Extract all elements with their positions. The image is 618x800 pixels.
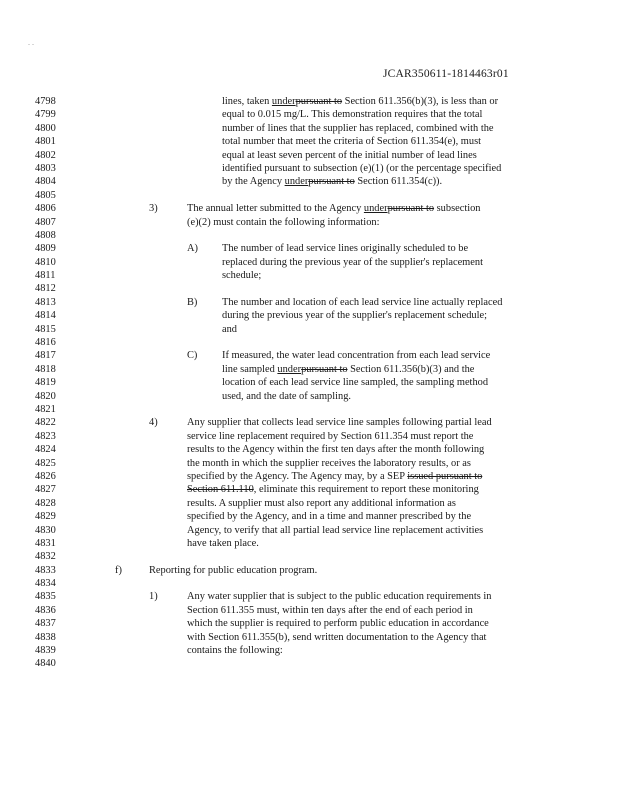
scan-specks: . . — [28, 38, 34, 47]
line-text — [187, 457, 471, 470]
document-line — [0, 376, 618, 389]
line-number: 4820 — [35, 390, 56, 402]
document-line — [0, 416, 618, 429]
line-text — [222, 135, 481, 148]
document-line — [0, 349, 618, 362]
line-number: 4836 — [35, 604, 56, 616]
text-run: If measured, the water lead concentration from each lead service — [222, 350, 491, 362]
line-text — [187, 537, 259, 550]
line-text — [222, 108, 482, 121]
text-run: Reporting for public education program. — [149, 564, 318, 576]
line-number: 4804 — [35, 176, 56, 188]
line-number: 4802 — [35, 149, 56, 161]
document-line — [0, 95, 618, 108]
text-run: subsection — [434, 203, 481, 215]
line-number: 4809 — [35, 243, 56, 255]
line-text — [187, 604, 473, 617]
line-text — [187, 430, 473, 443]
line-number: 4805 — [35, 189, 56, 201]
line-number: 4807 — [35, 216, 56, 228]
line-text — [187, 617, 489, 630]
line-text — [222, 376, 488, 389]
line-number: 4812 — [35, 283, 56, 295]
text-run: equal to 0.015 mg/L. This demonstration requires that the total — [222, 109, 483, 121]
line-text — [187, 443, 484, 456]
inserted-text: under — [277, 363, 302, 375]
line-text — [222, 122, 494, 135]
text-run: replaced during the previous year of the supplier's replacement — [222, 256, 483, 268]
document-line — [0, 323, 618, 336]
line-number: 4840 — [35, 658, 56, 670]
document-line — [0, 390, 618, 403]
document-line — [0, 403, 618, 416]
text-run: equal at least seven percent of the initial number of lead lines — [222, 149, 477, 161]
text-run: Section 611.355 must, within ten days after the end of each period in — [187, 604, 473, 616]
line-text — [222, 296, 502, 309]
document-line — [0, 175, 618, 188]
line-number: 4831 — [35, 537, 56, 549]
document-line — [0, 269, 618, 282]
document-line — [0, 524, 618, 537]
document-line — [0, 242, 618, 255]
text-run: identified pursuant to subsection (e)(1) (or the percentage specified — [222, 162, 502, 174]
document-line — [0, 336, 618, 349]
document-line — [0, 577, 618, 590]
line-text — [222, 242, 468, 255]
deleted-text: issued pursuant to — [407, 470, 483, 482]
line-text — [187, 590, 491, 603]
document-line — [0, 309, 618, 322]
text-run: Any supplier that collects lead service line samples following partial lead — [187, 417, 492, 429]
line-number: 4822 — [35, 417, 56, 429]
line-number: 4834 — [35, 578, 56, 590]
text-run: location of each lead service line sampled, the sampling method — [222, 377, 489, 389]
text-run: during the previous year of the supplier's replacement schedule; — [222, 310, 488, 322]
text-run: The number of lead service lines originally scheduled to be — [222, 243, 469, 255]
document-line — [0, 510, 618, 523]
document-line — [0, 122, 618, 135]
text-run: with Section 611.355(b), send written documentation to the Agency that — [187, 631, 487, 643]
list-marker: C) — [187, 350, 198, 362]
document-line — [0, 430, 618, 443]
text-run: (e)(2) must contain the following information: — [187, 216, 380, 228]
line-text — [222, 256, 483, 269]
line-number: 4838 — [35, 631, 56, 643]
line-text — [187, 470, 482, 483]
line-text — [222, 162, 501, 175]
text-run: service line replacement required by Section 611.354 must report the — [187, 430, 474, 442]
line-text — [187, 483, 479, 496]
text-run: which the supplier is required to perform public education in accordance — [187, 618, 489, 630]
deleted-text: pursuant to — [308, 176, 355, 188]
line-text — [222, 309, 487, 322]
text-run: schedule; — [222, 270, 262, 282]
numbered-lines — [0, 95, 618, 671]
line-text — [222, 149, 477, 162]
line-text — [187, 416, 492, 429]
text-run: total number that meet the criteria of Section 611.354(e), must — [222, 136, 482, 148]
line-text — [187, 644, 283, 657]
document-line — [0, 256, 618, 269]
line-text — [187, 216, 379, 229]
document-line — [0, 617, 618, 630]
text-run: results. A supplier must also report any additional information as — [187, 497, 456, 509]
line-number: 4832 — [35, 551, 56, 563]
document-line — [0, 564, 618, 577]
line-text — [222, 349, 490, 362]
line-number: 4808 — [35, 229, 56, 241]
line-text — [222, 363, 474, 376]
document-line — [0, 108, 618, 121]
document-line — [0, 229, 618, 242]
line-number: 4826 — [35, 470, 56, 482]
list-marker: B) — [187, 296, 198, 308]
document-id-header: JCAR350611-1814463r01 — [383, 68, 509, 80]
deleted-text: pursuant to — [387, 203, 435, 215]
text-run: results to the Agency within the first ten days after the month following — [187, 444, 485, 456]
text-run: contains the following: — [187, 645, 283, 657]
text-run: by the Agency — [222, 176, 285, 188]
text-run: The annual letter submitted to the Agency — [187, 203, 364, 215]
line-number: 4799 — [35, 109, 56, 121]
text-run: Section 611.356(b)(3) and the — [347, 363, 475, 375]
line-text — [187, 202, 481, 215]
document-line — [0, 457, 618, 470]
line-text — [222, 323, 237, 336]
document-line — [0, 631, 618, 644]
document-line — [0, 604, 618, 617]
text-run: specified by the Agency, and in a time and manner prescribed by the — [187, 511, 472, 523]
inserted-text: under — [271, 96, 296, 107]
line-text — [149, 564, 317, 577]
line-text — [222, 175, 442, 188]
document-line — [0, 296, 618, 309]
line-number: 4803 — [35, 162, 56, 174]
line-number: 4815 — [35, 323, 56, 335]
inserted-text: under — [284, 176, 309, 188]
document-line — [0, 497, 618, 510]
document-line — [0, 149, 618, 162]
line-text — [187, 510, 471, 523]
text-run: Section 611.354(c)). — [354, 176, 443, 188]
document-line — [0, 537, 618, 550]
document-line — [0, 550, 618, 563]
text-run: Any water supplier that is subject to the public education requirements in — [187, 591, 492, 603]
deleted-text: Section 611.110 — [187, 484, 254, 496]
deleted-text: pursuant to — [301, 363, 348, 375]
document-line — [0, 470, 618, 483]
text-run: The number and location of each lead service line actually replaced — [222, 296, 503, 308]
text-run: lines, taken — [222, 96, 272, 107]
line-number: 4828 — [35, 497, 56, 509]
document-line — [0, 363, 618, 376]
list-marker: A) — [187, 243, 198, 255]
line-number: 4814 — [35, 310, 56, 322]
line-number: 4816 — [35, 337, 56, 349]
document-line — [0, 282, 618, 295]
line-number: 4825 — [35, 457, 56, 469]
line-number: 4824 — [35, 444, 56, 456]
text-run: Section 611.356(b)(3), is less than or — [342, 96, 499, 107]
list-marker: 3) — [149, 203, 158, 215]
line-number: 4821 — [35, 403, 56, 415]
line-number: 4829 — [35, 511, 56, 523]
line-number: 4839 — [35, 645, 56, 657]
document-line — [0, 657, 618, 670]
list-marker: 4) — [149, 417, 158, 429]
line-number: 4823 — [35, 430, 56, 442]
document-line — [0, 189, 618, 202]
line-number: 4837 — [35, 618, 56, 630]
line-number: 4830 — [35, 524, 56, 536]
text-run: line sampled — [222, 363, 278, 375]
list-marker: 1) — [149, 591, 158, 603]
line-number: 4798 — [35, 96, 56, 107]
list-marker: f) — [115, 564, 122, 576]
text-run: specified by the Agency. The Agency may, by a SEP — [187, 470, 408, 482]
line-number: 4806 — [35, 203, 56, 215]
line-number: 4833 — [35, 564, 56, 576]
line-number: 4800 — [35, 122, 56, 134]
line-number: 4818 — [35, 363, 56, 375]
text-run: number of lines that the supplier has replaced, combined with the — [222, 122, 494, 134]
document-line — [0, 162, 618, 175]
document-line — [0, 202, 618, 215]
document-line — [0, 644, 618, 657]
document-line — [0, 483, 618, 496]
line-number: 4811 — [35, 270, 56, 282]
line-number: 4827 — [35, 484, 56, 496]
document-line — [0, 590, 618, 603]
line-text — [187, 524, 483, 537]
document-line — [0, 443, 618, 456]
deleted-text: pursuant to — [295, 96, 343, 107]
text-run: Agency, to verify that all partial lead service line replacement activities — [187, 524, 484, 536]
text-run: , eliminate this requirement to report these monitoring — [253, 484, 479, 496]
line-text — [187, 497, 456, 510]
line-number: 4835 — [35, 591, 56, 603]
document-line — [0, 216, 618, 229]
text-run: the month in which the supplier receives the laboratory results, or as — [187, 457, 471, 469]
text-run: have taken place. — [187, 537, 259, 549]
line-number: 4819 — [35, 377, 56, 389]
text-run: and — [222, 323, 238, 335]
line-text — [222, 269, 261, 282]
line-text — [222, 95, 498, 108]
inserted-text: under — [363, 203, 388, 215]
line-text — [187, 631, 486, 644]
line-number: 4810 — [35, 256, 56, 268]
text-run: used, and the date of sampling. — [222, 390, 351, 402]
line-text — [222, 390, 351, 403]
line-number: 4813 — [35, 296, 56, 308]
line-number: 4801 — [35, 136, 56, 148]
line-number: 4817 — [35, 350, 56, 362]
document-line — [0, 135, 618, 148]
